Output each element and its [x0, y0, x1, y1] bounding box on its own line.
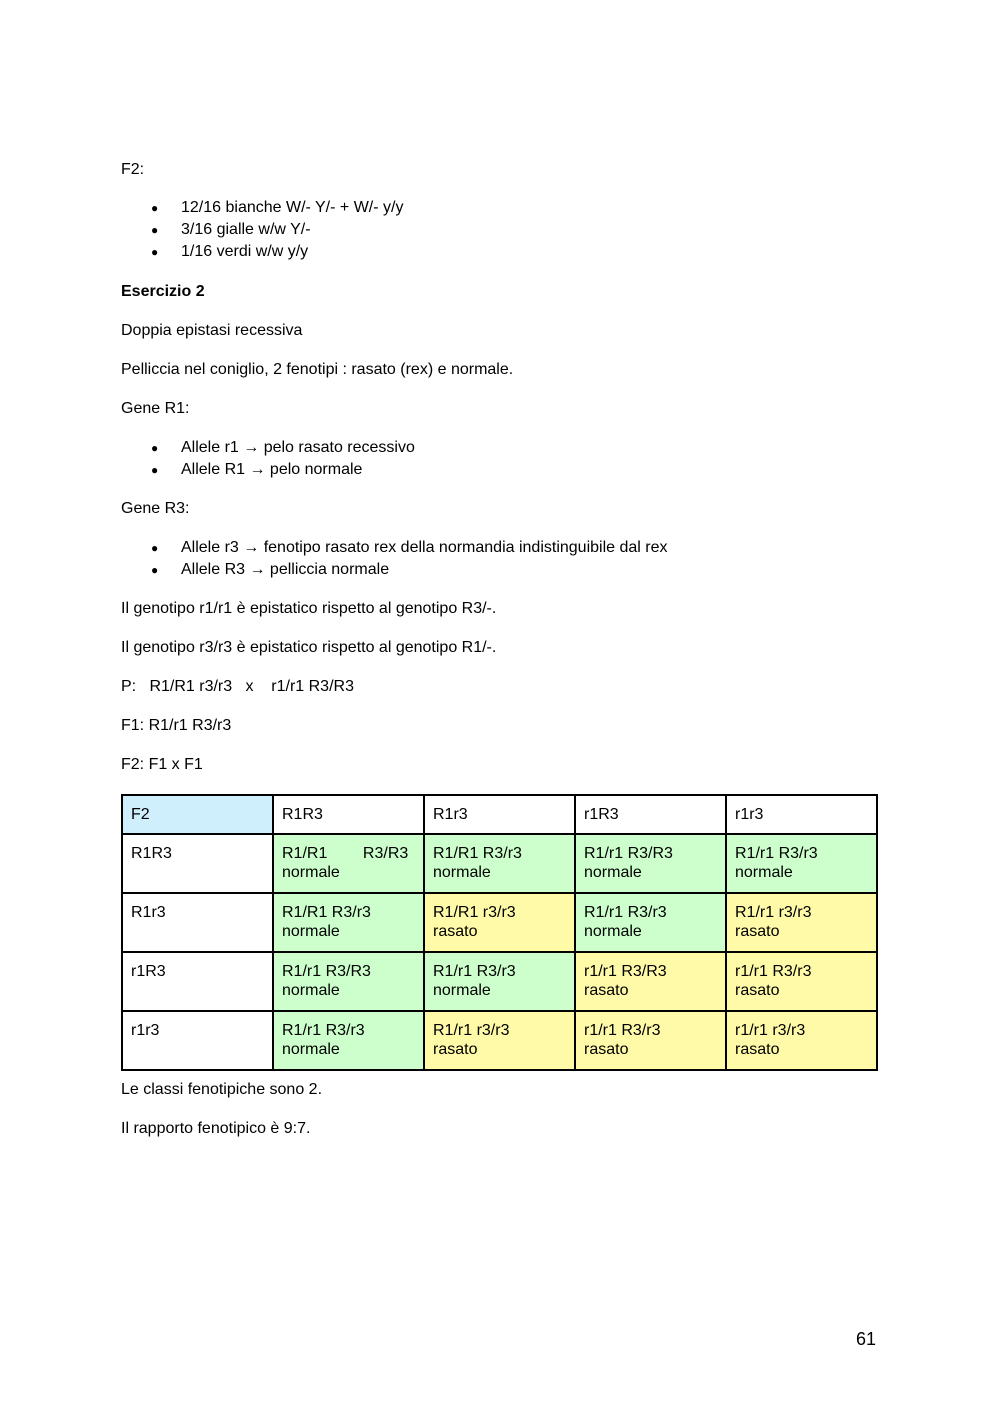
- table-cell: [575, 1011, 726, 1070]
- cell-genotype: R1/r1 r3/r3: [433, 1022, 510, 1039]
- cell-phenotype: rasato: [433, 923, 478, 940]
- column-header: r1r3: [726, 795, 877, 834]
- cell-genotype: R1/r1 R3/r3: [584, 904, 667, 921]
- epistasis-statement-2: Il genotipo r3/r3 è epistatico rispetto al genotipo R1/-.: [121, 639, 497, 656]
- cell-phenotype: normale: [735, 864, 793, 881]
- cell-genotype: r1/r1 R3/R3: [584, 963, 667, 980]
- table-cell: [575, 893, 726, 952]
- exercise-description: Pelliccia nel coniglio, 2 fenotipi : rasato (rex) e normale.: [121, 361, 514, 378]
- gene-r3-allele-list: [121, 537, 668, 581]
- page-number: 61: [856, 1329, 877, 1349]
- row-header: r1r3: [122, 1011, 273, 1070]
- parental-cross: P: R1/R1 r3/r3 x r1/r1 R3/R3: [121, 678, 354, 695]
- table-cell: [273, 834, 424, 893]
- column-header: r1R3: [575, 795, 726, 834]
- exercise-subtitle: Doppia epistasi recessiva: [121, 322, 303, 339]
- gene-r1-label: Gene R1:: [121, 400, 190, 417]
- gene-r1-allele-list: [121, 437, 415, 481]
- cell-phenotype: rasato: [584, 1041, 629, 1058]
- table-cell: [424, 893, 575, 952]
- table-cell: [726, 1011, 877, 1070]
- cell-genotype: r1/r1 R3/r3: [735, 963, 812, 980]
- cell-phenotype: normale: [584, 864, 642, 881]
- list-item: ● Allele r1 → pelo rasato recessivo: [121, 437, 415, 459]
- table-cell: [575, 952, 726, 1011]
- cell-phenotype: rasato: [584, 982, 629, 999]
- table-cell: [424, 1011, 575, 1070]
- cell-genotype: R1/r1 R3/r3: [282, 1022, 365, 1039]
- cell-phenotype: normale: [282, 1041, 340, 1058]
- table-row: [122, 893, 877, 952]
- table-cell: [273, 893, 424, 952]
- exercise-title: Esercizio 2: [121, 283, 205, 300]
- f1-genotype: F1: R1/r1 R3/r3: [121, 717, 232, 734]
- f2-label: F2:: [121, 161, 145, 178]
- f2-ratio-list: [121, 197, 403, 263]
- list-item: ● 1/16 verdi w/w y/y: [121, 241, 403, 263]
- cell-genotype: R1/r1 r3/r3: [735, 904, 812, 921]
- table-row: [122, 952, 877, 1011]
- gene-r3-label: Gene R3:: [121, 500, 190, 517]
- list-item: ● Allele r3 → fenotipo rasato rex della normandia indistinguibile dal rex: [121, 537, 668, 559]
- cell-phenotype: normale: [433, 864, 491, 881]
- row-header: R1R3: [122, 834, 273, 893]
- cell-phenotype: rasato: [735, 923, 780, 940]
- cell-genotype: R1/R1 R3/r3: [433, 845, 522, 862]
- cell-genotype: R1/r1 R3/r3: [433, 963, 516, 980]
- cell-phenotype: normale: [282, 982, 340, 999]
- cell-genotype: R1/r1 R3/R3: [584, 845, 673, 862]
- table-header-row: [122, 795, 877, 834]
- table-cell: [273, 1011, 424, 1070]
- cell-genotype: R1/R1 r3/r3: [433, 904, 516, 921]
- column-header: R1r3: [424, 795, 575, 834]
- column-header: R1R3: [273, 795, 424, 834]
- table-cell: [424, 952, 575, 1011]
- table-cell: [726, 893, 877, 952]
- row-header: r1R3: [122, 952, 273, 1011]
- table-row: [122, 1011, 877, 1070]
- cell-genotype: r1/r1 r3/r3: [735, 1022, 806, 1039]
- table-cell: [726, 834, 877, 893]
- table-cell: [726, 952, 877, 1011]
- row-header: R1r3: [122, 893, 273, 952]
- list-item: ● Allele R3 → pelliccia normale: [121, 559, 668, 581]
- list-item: ● 12/16 bianche W/- Y/- + W/- y/y: [121, 197, 403, 219]
- cell-genotype: R1/R1 R3/R3: [282, 845, 409, 862]
- punnett-square-table: [121, 794, 878, 1071]
- list-item: ● 3/16 gialle w/w Y/-: [121, 219, 403, 241]
- table-cell: [424, 834, 575, 893]
- f2-cross: F2: F1 x F1: [121, 756, 203, 773]
- cell-genotype: R1/r1 R3/R3: [282, 963, 371, 980]
- cell-phenotype: normale: [282, 923, 340, 940]
- list-item: ● Allele R1 → pelo normale: [121, 459, 415, 481]
- cell-phenotype: rasato: [433, 1041, 478, 1058]
- cell-phenotype: normale: [282, 864, 340, 881]
- table-row: [122, 834, 877, 893]
- table-cell: [575, 834, 726, 893]
- table-corner-cell: F2: [122, 795, 273, 834]
- cell-genotype: r1/r1 R3/r3: [584, 1022, 661, 1039]
- table-cell: [273, 952, 424, 1011]
- epistasis-statement-1: Il genotipo r1/r1 è epistatico rispetto al genotipo R3/-.: [121, 600, 497, 617]
- cell-phenotype: normale: [433, 982, 491, 999]
- cell-phenotype: normale: [584, 923, 642, 940]
- cell-phenotype: rasato: [735, 982, 780, 999]
- cell-genotype: R1/R1 R3/r3: [282, 904, 371, 921]
- conclusion-phenotypic-classes: Le classi fenotipiche sono 2.: [121, 1081, 323, 1098]
- conclusion-phenotypic-ratio: Il rapporto fenotipico è 9:7.: [121, 1120, 311, 1137]
- cell-genotype: R1/r1 R3/r3: [735, 845, 818, 862]
- cell-phenotype: rasato: [735, 1041, 780, 1058]
